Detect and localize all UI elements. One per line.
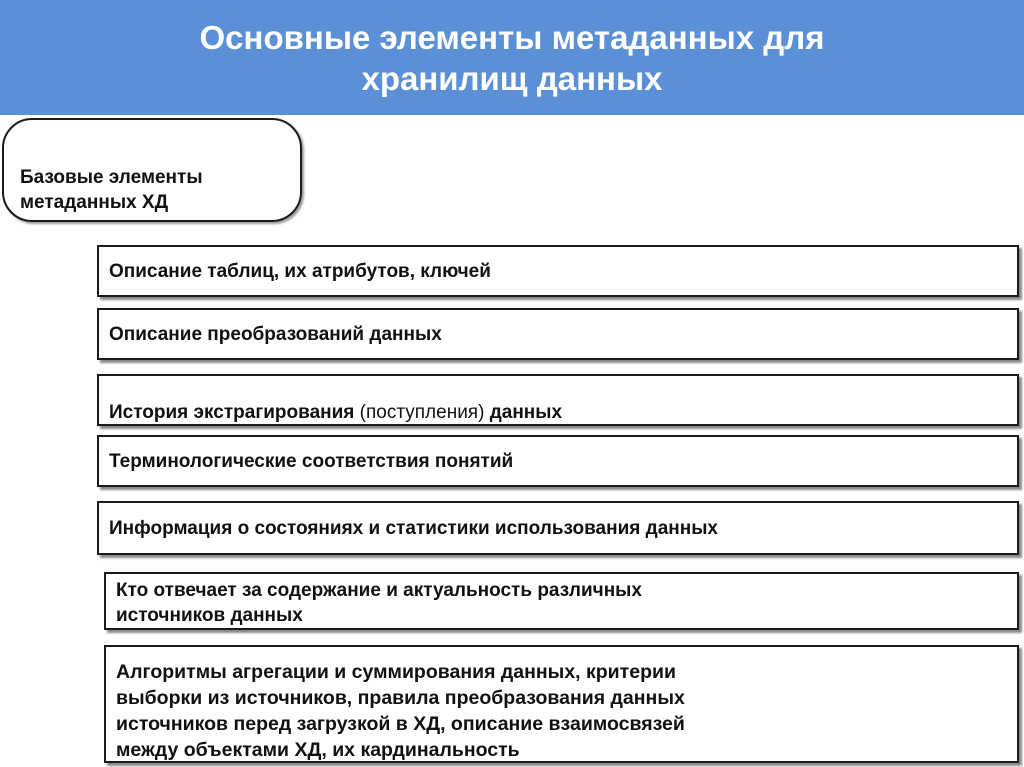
element-label-part-plain: (поступления) <box>359 402 485 423</box>
element-box-usage-statistics <box>97 501 1019 555</box>
element-label: Описание таблиц, их атрибутов, ключей <box>109 260 491 282</box>
element-box-tables <box>97 245 1019 297</box>
element-label: Описание преобразований данных <box>109 323 442 345</box>
element-box-transformations <box>97 308 1019 360</box>
element-label-part: данных <box>484 402 563 423</box>
root-node-label: Базовые элементы метаданных ХД <box>20 167 203 213</box>
element-label: Алгоритмы агрегации и суммирования данных, критерии выборки из источников, правила преобразования данных источников перед загрузкой в ХД, описание взаимосвязей между объектами ХД, их кардинальность <box>116 661 685 761</box>
element-box-terminology <box>97 435 1019 487</box>
page-title: Основные элементы метаданных для хранилищ данных <box>199 18 825 97</box>
element-label: Информация о состояниях и статистики использования данных <box>109 517 719 539</box>
element-label: Терминологические соответствия понятий <box>109 450 514 472</box>
element-box-responsibility <box>104 572 1019 630</box>
element-label-part: История экстрагирования <box>109 402 360 423</box>
element-label: Кто отвечает за содержание и актуальность различных источников данных <box>116 580 642 626</box>
title-bar <box>0 0 1024 115</box>
element-box-extraction-history <box>97 374 1019 426</box>
root-node-box <box>2 118 302 222</box>
element-box-algorithms <box>104 645 1019 763</box>
